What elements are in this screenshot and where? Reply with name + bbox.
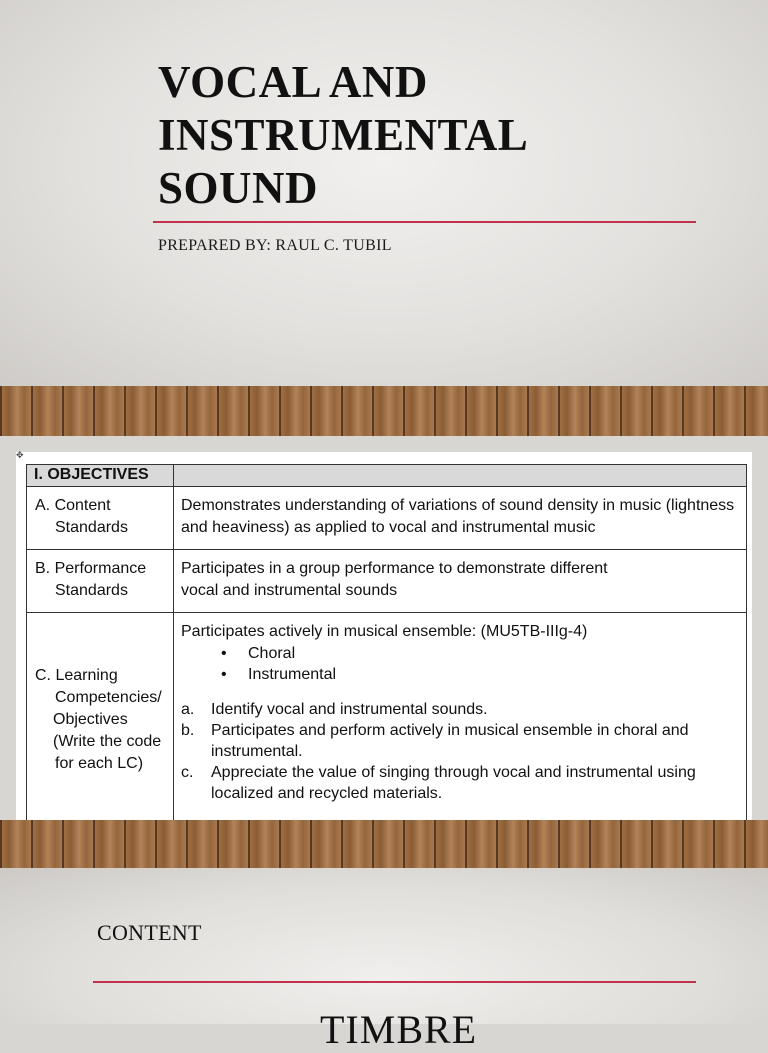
objective-key: a. xyxy=(181,701,195,718)
row-label xyxy=(27,613,174,828)
row-text-line: Participates in a group performance to demonstrate different xyxy=(181,560,608,577)
row-text xyxy=(174,613,747,828)
objective-list xyxy=(181,699,739,804)
bullet-text: Choral xyxy=(248,645,296,662)
row-text xyxy=(174,487,747,550)
row-label-line: (Write the code xyxy=(53,733,162,750)
bullet-dot: • xyxy=(221,645,227,662)
bullet-item xyxy=(221,664,739,685)
objective-line: localized and recycled materials. xyxy=(211,785,443,802)
content-slide xyxy=(0,868,768,1052)
title-line: INSTRUMENTAL xyxy=(158,110,529,160)
title-divider xyxy=(153,221,696,223)
row-label-line: Objectives xyxy=(53,711,128,728)
row-label-line: C. Learning xyxy=(35,667,118,684)
row-text-line: and heaviness) as applied to vocal and instrumental music xyxy=(181,519,596,536)
slide-title xyxy=(158,56,718,215)
slide-subtitle: PREPARED BY: RAUL C. TUBIL xyxy=(158,237,392,254)
row-label-line: A. Content xyxy=(35,497,111,514)
competency-intro: Participates actively in musical ensemble: (MU5TB-IIIg-4) xyxy=(181,623,588,640)
title-line: SOUND xyxy=(158,163,319,213)
competency-bullets xyxy=(221,643,739,685)
objectives-slide xyxy=(16,452,752,832)
table-header-cell-empty xyxy=(174,465,747,487)
timbre-heading: TIMBRE xyxy=(320,1007,478,1052)
objective-key: b. xyxy=(181,722,195,739)
row-label xyxy=(27,550,174,613)
bullet-dot: • xyxy=(221,666,227,683)
wood-floor-divider xyxy=(0,386,768,436)
content-divider xyxy=(93,981,696,983)
objective-item xyxy=(181,720,739,762)
bullet-item xyxy=(221,643,739,664)
row-label-line: Standards xyxy=(55,582,128,599)
objective-line: instrumental. xyxy=(211,743,303,760)
objective-key: c. xyxy=(181,764,194,781)
objective-line: Identify vocal and instrumental sounds. xyxy=(211,701,488,718)
table-header-cell: I. OBJECTIVES xyxy=(27,465,174,487)
row-label-line: for each LC) xyxy=(55,755,144,772)
objective-item xyxy=(181,699,739,720)
objectives-table xyxy=(26,464,747,828)
row-label-line: B. Performance xyxy=(35,560,147,577)
objective-item xyxy=(181,762,739,804)
row-label-line: Standards xyxy=(55,519,128,536)
objective-line: Participates and perform actively in musical ensemble in choral and xyxy=(211,722,689,739)
table-header-row xyxy=(27,465,747,487)
move-handle-icon[interactable]: ✥ xyxy=(16,451,24,461)
content-title: CONTENT xyxy=(97,920,202,945)
row-text-line: vocal and instrumental sounds xyxy=(181,582,398,599)
title-line: VOCAL AND xyxy=(158,57,428,107)
wood-floor-divider xyxy=(0,820,768,868)
table-row xyxy=(27,550,747,613)
row-label xyxy=(27,487,174,550)
bullet-text: Instrumental xyxy=(248,666,337,683)
row-label-line: Competencies/ xyxy=(55,689,162,706)
table-row xyxy=(27,613,747,828)
objective-line: Appreciate the value of singing through vocal and instrumental using xyxy=(211,764,696,781)
title-slide xyxy=(0,0,768,386)
row-text xyxy=(174,550,747,613)
row-text-line: Demonstrates understanding of variations of sound density in music (lightness xyxy=(181,497,735,514)
table-row xyxy=(27,487,747,550)
